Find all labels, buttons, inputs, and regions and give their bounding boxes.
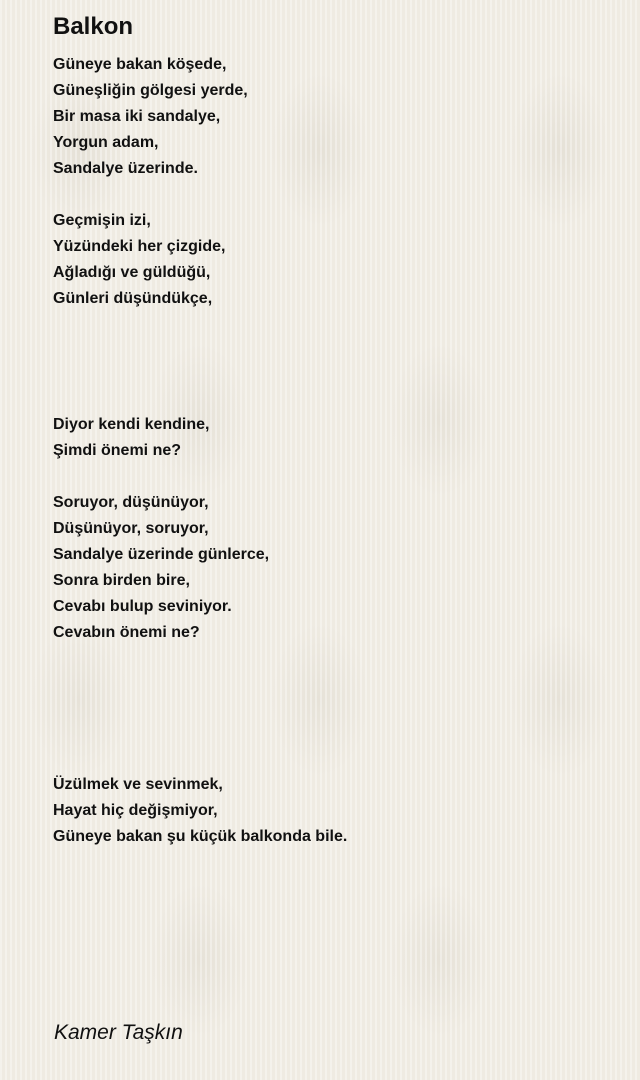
poem-author: Kamer Taşkın (54, 1021, 183, 1044)
poem-line: Günleri düşündükçe, (53, 290, 213, 307)
poem-line: Üzülmek ve sevinmek, (53, 776, 223, 793)
poem-line: Cevabın önemi ne? (53, 624, 200, 641)
poem-line: Sandalye üzerinde günlerce, (53, 546, 270, 563)
poem-line: Hayat hiç değişmiyor, (53, 802, 218, 819)
poem-line: Yorgun adam, (53, 134, 159, 151)
poem-line: Soruyor, düşünüyor, (53, 494, 209, 511)
poem-line: Düşünüyor, soruyor, (53, 520, 209, 537)
poem-title: Balkon (53, 13, 134, 40)
poem-line: Sandalye üzerinde. (53, 160, 198, 177)
poem-line: Güneye bakan köşede, (53, 56, 227, 73)
poem-line: Bir masa iki sandalye, (53, 108, 221, 125)
poem-line: Diyor kendi kendine, (53, 416, 210, 433)
poem-line: Ağladığı ve güldüğü, (53, 264, 211, 281)
poem-line: Yüzündeki her çizgide, (53, 238, 226, 255)
poem-line: Güneye bakan şu küçük balkonda bile. (53, 828, 348, 845)
poem-line: Cevabı bulup seviniyor. (53, 598, 232, 615)
poem-line: Şimdi önemi ne? (53, 442, 182, 459)
poem-line: Sonra birden bire, (53, 572, 190, 589)
poem-line: Güneşliğin gölgesi yerde, (53, 82, 248, 99)
poem-line: Geçmişin izi, (53, 212, 151, 229)
